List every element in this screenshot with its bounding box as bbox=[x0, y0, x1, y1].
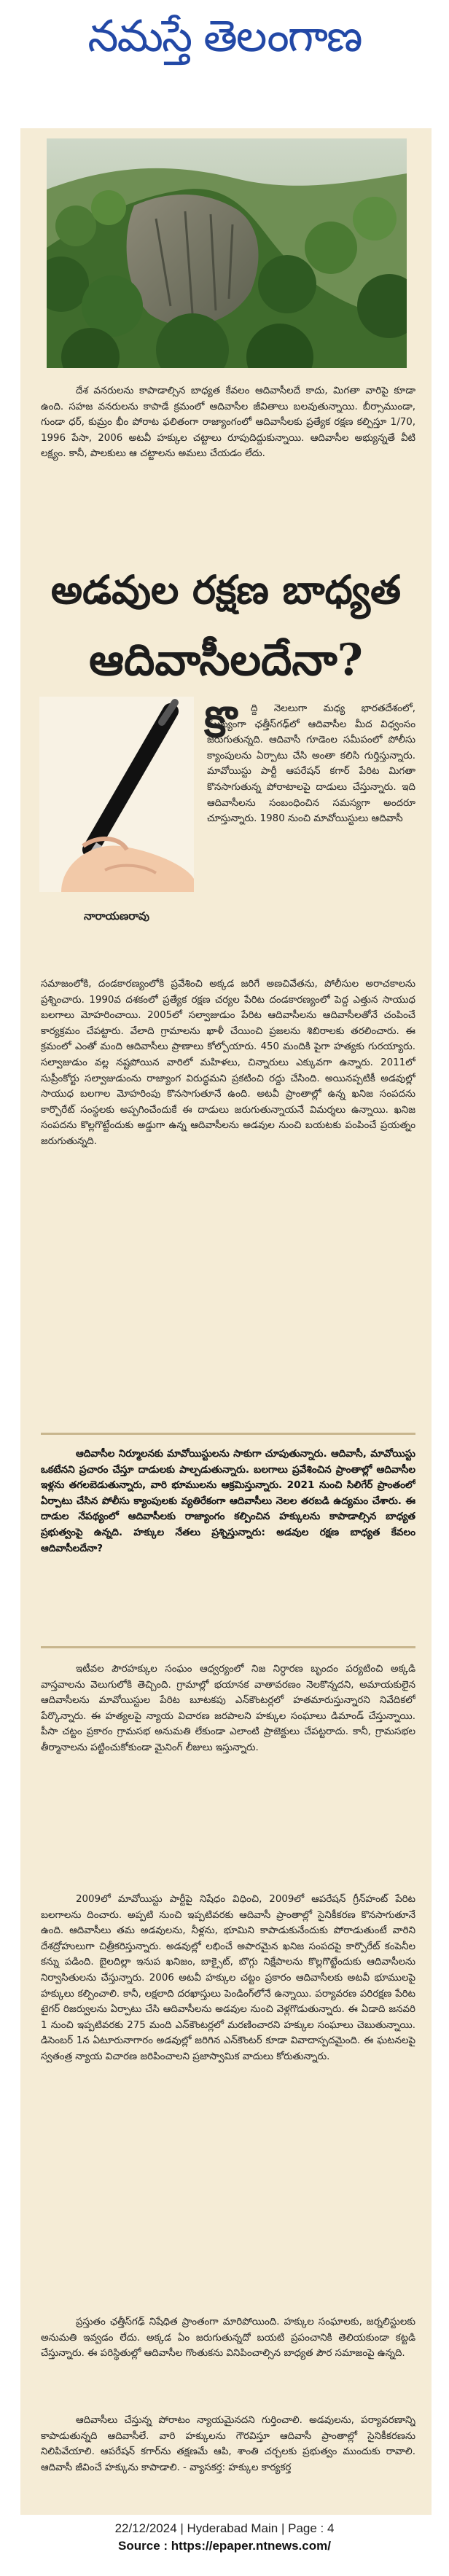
pull-quote-box bbox=[41, 1433, 415, 1648]
edition-info: 22/12/2024 | Hyderabad Main | Page : 4 bbox=[114, 2521, 335, 2535]
body-paragraph-4: ప్రస్తుతం ఛత్తీస్‌గఢ్ నిషేధిత ప్రాంతంగా మారిపోయింది. హక్కుల సంఘాలకు, జర్నలిస్టులకు అనుమతి ఇవ్వడం లేదు. అక్కడ ఏం జరుగుతున్నదో బయటి ప్రపంచానికి తెలియకుండా కట్టడి చేస్తున్నారు. ఈ పరిస్థితుల్లో ఆదివాసీల గొంతుకను వినిపించాల్సిన బాధ్యత పౌర సమాజంపై ఉన్నది. bbox=[41, 2317, 415, 2360]
forest-cliff-photo bbox=[47, 138, 407, 368]
body-paragraph-1: సమాజంలోకి, దండకారణ్యంలోకి ప్రవేశించి అక్కడ జరిగే అణచివేతను, పోలీసుల అరాచకాలను ప్రశ్నించారు. 1990వ దశకంలో ప్రత్యేక రక్షణ చర్యల పేరిట దండకారణ్యంలో పెద్ద ఎత్తున సాయుధ బలగాలు మోహరించాయి. 2005లో సల్వాజుడుం పేరిట ఆదివాసీలను ఆదివాసీలతోనే చంపించే కార్యక్రమం చేపట్టారు. వేలాది గ్రామాలను ఖాళీ చేయించి ప్రజలను శిబిరాలకు తరలించారు. ఈ క్రమంలో ఎంతో మంది ఆదివాసీలు ప్రాణాలు కోల్పోయారు. 450 మందికి పైగా హత్యకు గురయ్యారు. సల్వాజుడుం వల్ల నష్టపోయిన వారిలో మహిళలు, చిన్నారులు ఎక్కువగా ఉన్నారు. 2011లో సుప్రీంకోర్టు సల్వాజుడుంను రాజ్యాంగ విరుద్ధమని ప్రకటించి రద్దు చేసింది. అయినప్పటికీ అడవుల్లో సాయుధ బలగాల మోహరింపు కొనసాగుతూనే ఉంది. అటవీ ప్రాంతాల్లో ఉన్న ఖనిజ సంపదను కార్పొరేట్ సంస్థలకు అప్పగించేందుకే ఈ దాడులు జరుగుతున్నాయనే విమర్శలు ఉన్నాయి. ఖనిజ సంపదను కొల్లగొట్టేందుకు అడ్డుగా ఉన్న ఆదివాసీలను అడవుల నుంచి బయటకు పంపించే ప్రయత్నం జరుగుతున్నది. bbox=[41, 979, 415, 1147]
author-name: నారాయణరావు bbox=[84, 909, 149, 923]
body-paragraph-3: 2009లో మావోయిస్టు పార్టీపై నిషేధం విధించి, 2009లో ఆపరేషన్ గ్రీన్‌హంట్ పేరిట బలగాలను దించారు. అప్పటి నుంచి ఇప్పటివరకు ఆదివాసీ ప్రాంతాల్లో సైనికీకరణ కొనసాగుతూనే ఉంది. ఆదివాసీలు తమ అడవులను, నీళ్లను, భూమిని కాపాడుకునేందుకు పోరాడుతుంటే వారిని దేశద్రోహులుగా చిత్రీకరిస్తున్నారు. అడవుల్లో లభించే అపారమైన ఖనిజ సంపదపై కార్పొరేట్ కంపెనీల కన్ను పడింది. బైలదిల్లా ఇనుప ఖనిజం, బాక్సైట్, బొగ్గు నిక్షేపాలను కొల్లగొట్టేందుకు ఆదివాసీలను నిర్వాసితులను చేస్తున్నారు. 2006 అటవీ హక్కుల చట్టం ప్రకారం ఆదివాసీలకు అటవీ భూములపై హక్కులు కల్పించాలి. కానీ, లక్షలాది దరఖాస్తులు పెండింగ్‌లోనే ఉన్నాయి. పర్యావరణ పరిరక్షణ పేరిట టైగర్ రిజర్వులను ఏర్పాటు చేసి ఆదివాసీలను అడవుల నుంచి వెళ్లగొడుతున్నారు. ఈ ఏడాది జనవరి 1 నుంచి ఇప్పటివరకు 275 మంది ఎన్‌కౌంటర్లలో మరణించారని హక్కుల సంఘాలు చెబుతున్నాయి. డిసెంబర్ 1న ఏటూరునాగారం అడవుల్లో జరిగిన ఎన్‌కౌంటర్ కూడా వివాదాస్పదమైంది. ఈ ఘటనలపై స్వతంత్ర న్యాయ విచారణ జరిపించాలని ప్రజాస్వామిక వాదులు కోరుతున్నారు. bbox=[41, 1894, 415, 2062]
lead-paragraph: ద్ది నెలలుగా మధ్య భారతదేశంలో, ముఖ్యంగా ఛత్తీస్‌గఢ్‌లో ఆదివాసీల మీద విధ్వంసం జరుగుతున్నది. ఆదివాసీ గూడెంల సమీపంలో పోలీసు క్యాంపులను ఏర్పాటు చేసి అంతా కలిసి గుర్తిస్తున్నారు. మావోయిస్టు పార్టీ ఆపరేషన్ కగార్ పేరిట మిగతా కొనసాగుతున్న పోరాటాలపై దాడులు చేస్తున్నారు. ఇది ఆదివాసీలను సంబంధించిన సమస్యగా అందరూ చూస్తున్నారు. 1980 నుంచి మావోయిస్టులు ఆదివాసీ bbox=[207, 703, 415, 825]
drop-cap: కొ bbox=[204, 697, 237, 747]
pen-illustration bbox=[39, 697, 194, 892]
page-footer bbox=[0, 2520, 449, 2555]
body-paragraph-2: ఇటీవల పౌరహక్కుల సంఘం ఆధ్వర్యంలో నిజ నిర్ధారణ బృందం పర్యటించి అక్కడి వాస్తవాలను వెలుగులోకి తెచ్చింది. గ్రామాల్లో భయానక వాతావరణం నెలకొన్నదని, అమాయకులైన ఆదివాసీలను మావోయిస్టుల పేరిట బూటకపు ఎన్‌కౌంటర్లలో హతమారుస్తున్నారని నివేదికలో పేర్కొన్నారు. ఈ హత్యలపై న్యాయ విచారణ జరపాలని హక్కుల సంఘాలు డిమాండ్ చేస్తున్నాయి. పీసా చట్టం ప్రకారం గ్రామసభ అనుమతి లేకుండా ఎలాంటి ప్రాజెక్టులు చేపట్టరాదు. కానీ, గ్రామసభల తీర్మానాలను పట్టించుకోకుండా మైనింగ్ లీజులు ఇస్తున్నారు. bbox=[41, 1664, 415, 1753]
masthead bbox=[0, 0, 449, 87]
newspaper-logo: నమస్తే తెలంగాణ bbox=[87, 11, 362, 62]
forest-cliff-image bbox=[47, 138, 407, 368]
body-paragraph-5: ఆదివాసీలు చేస్తున్న పోరాటం న్యాయమైనదని గుర్తించాలి. అడవులను, పర్యావరణాన్ని కాపాడుతున్నది ఆదివాసీలే. వారి హక్కులను గౌరవిస్తూ ఆదివాసీ ప్రాంతాల్లో సైనికీకరణను నిలిపివేయాలి. ఆపరేషన్ కగార్‌ను తక్షణమే ఆపి, శాంతి చర్చలకు ప్రభుత్వం ముందుకు రావాలి. ఆదివాసీ జీవించే హక్కును కాపాడాలి. - వ్యాసకర్త: హక్కుల కార్యకర్త bbox=[41, 2415, 415, 2473]
pull-quote-text: ఆదివాసీల నిర్మూలనకు మావోయిస్టులను సాకుగా చూపుతున్నారు. ఆదివాసీ, మావోయిస్టు ఒకటేనని ప్రచారం చేస్తూ దాడులకు పాల్పడుతున్నారు. బలగాలు ప్రవేశించిన ప్రాంతాల్లో ఆదివాసీల ఇళ్లను తగలబెడుతున్నారు, వారి భూములను ఆక్రమిస్తున్నారు. 2021 నుంచి సిలిగేర్ ప్రాంతంలో ఏర్పాటు చేసిన పోలీసు క్యాంపులకు వ్యతిరేకంగా ఆదివాసీలు నెలల తరబడి ఉద్యమం చేశారు. ఈ దాడుల నేపథ్యంలో ఆదివాసీలకు రాజ్యాంగం కల్పించిన హక్కులను కాపాడాల్సిన బాధ్యత ప్రభుత్వంపై ఉన్నది. హక్కుల నేతలు ప్రశ్నిస్తున్నారు: అడవుల రక్షణ బాధ్యత కేవలం ఆదివాసీలదేనా? bbox=[41, 1448, 415, 1554]
headline-line-1: అడవుల రక్షణ బాధ్యత bbox=[50, 566, 402, 614]
article-clipping bbox=[20, 128, 432, 2515]
source-url: Source : https://epaper.ntnews.com/ bbox=[118, 2539, 331, 2553]
headline-line-2: ఆదివాసీలదేనా? bbox=[89, 635, 363, 686]
pen-writing-icon bbox=[39, 697, 194, 892]
intro-paragraph: దేశ వనరులను కాపాడాల్సిన బాధ్యత కేవలం ఆదివాసీలదే కాదు, మిగతా వారిపై కూడా ఉంది. సహజ వనరులను కాపాడే క్రమంలో ఆదివాసీల జీవితాలు బలవుతున్నాయి. బీర్సాముండా, గుండా ధర్, కుమ్రం భీం పోరాట ఫలితంగా రాజ్యాంగంలో ఆదివాసీలకు ప్రత్యేక రక్షణ కల్పిస్తూ 1/70, 1996 పేసా, 2006 అటవీ హక్కుల చట్టాలు రూపుదిద్దుకున్నాయి. ఆదివాసీల అభ్యున్నతే వీటి లక్ష్యం. కానీ, పాలకులు ఆ చట్టాలను అమలు చేయడం లేదు. bbox=[41, 385, 415, 460]
